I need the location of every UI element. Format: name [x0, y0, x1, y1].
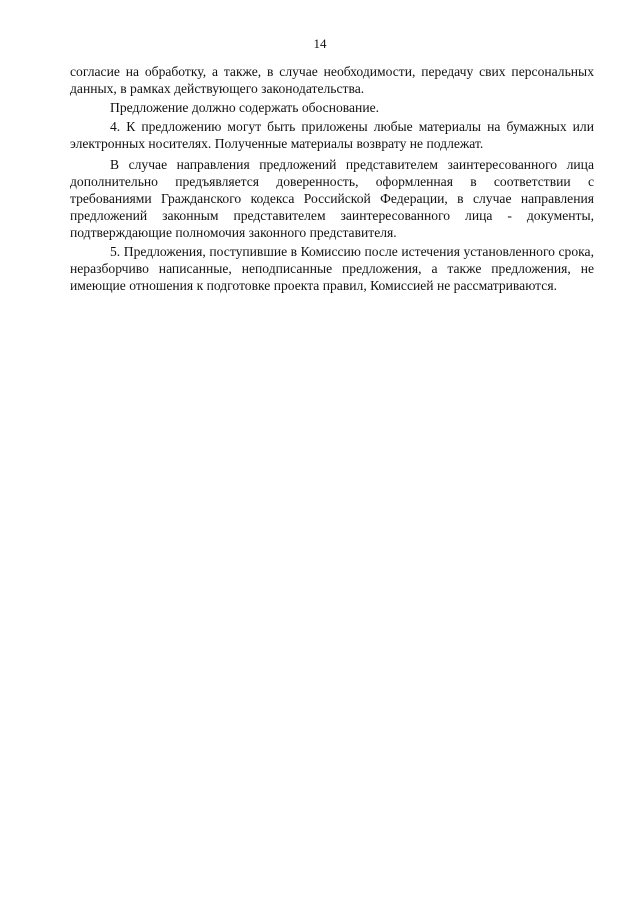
page-number: 14 — [313, 36, 327, 51]
paragraph-representative: В случае направления предложений представителем заинтересованного лица дополнительно предъявляется доверенность, оформленная в соответствии с требованиями Гражданского кодекса Российской Федерации, в случае направления предложений законным представителем заинтересованного лица - документы, подтверждающие полномочия законного представителя. — [70, 157, 594, 240]
paragraph-consent-continuation: согласие на обработку, а также, в случае необходимости, передачу свих персональных данных, в рамках действующего законодательства. — [70, 64, 594, 96]
paragraph-item-4: 4. К предложению могут быть приложены любые материалы на бумажных или электронных носителях. Полученные материалы возврату не подлежат. — [70, 119, 594, 151]
paragraph-justification: Предложение должно содержать обоснование. — [110, 100, 380, 115]
document-body — [70, 63, 594, 296]
paragraph-item-5: 5. Предложения, поступившие в Комиссию после истечения установленного срока, неразборчиво написанные, неподписанные предложения, а также предложения, не имеющие отношения к подготовке проекта правил, Комиссией не рассматриваются. — [70, 244, 594, 293]
